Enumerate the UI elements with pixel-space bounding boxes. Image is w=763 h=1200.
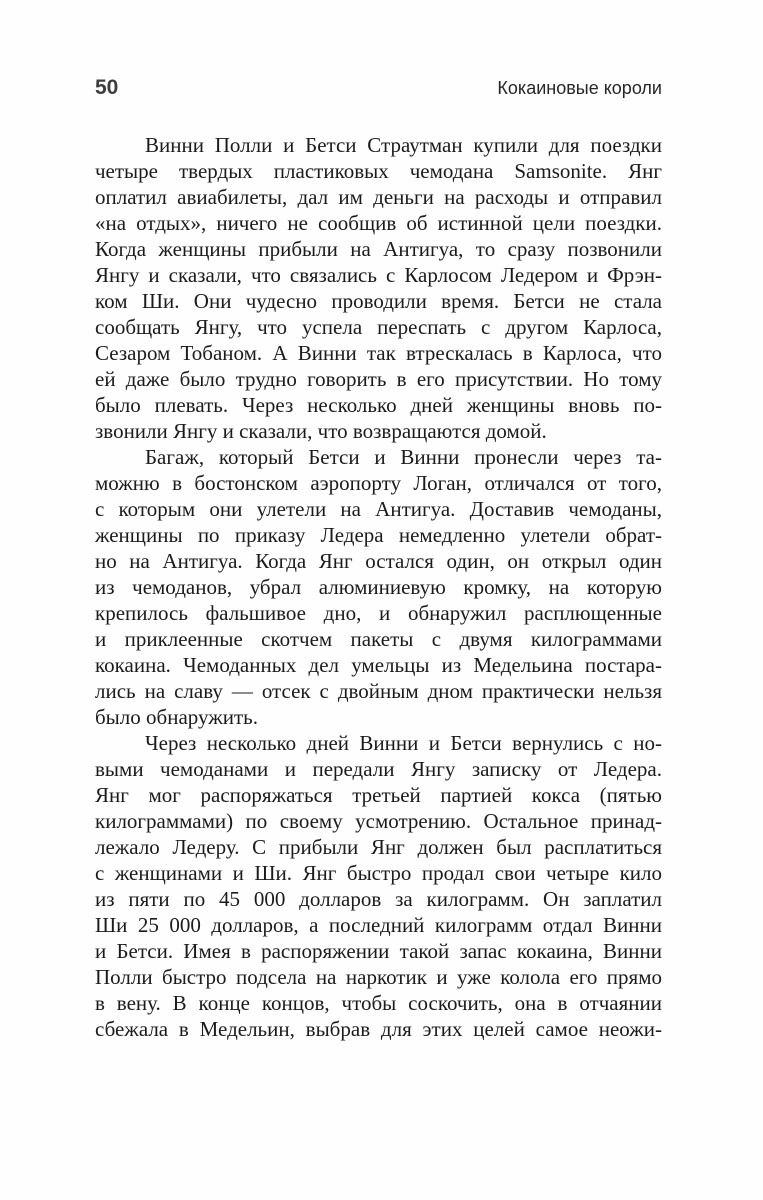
- paragraph: [95, 132, 662, 444]
- text-line: ей даже было трудно говорить в его присутствии. Но тому: [95, 367, 662, 391]
- text-line: и приклеенные скотчем пакеты с двумя килограммами: [95, 627, 662, 651]
- text-line: женщины по приказу Ледера немедленно улетели обрат-: [95, 523, 662, 547]
- text-line: лежало Ледеру. С прибыли Янг должен был расплатиться: [95, 835, 662, 859]
- page-number: 50: [95, 76, 119, 99]
- text-line: «на отдых», ничего не сообщив об истинной цели поездки.: [95, 211, 662, 235]
- text-line: четыре твердых пластиковых чемодана Samsonite. Янг: [95, 159, 662, 183]
- paragraph: [95, 444, 662, 730]
- text-line: выми чемоданами и передали Янгу записку от Ледера.: [95, 757, 662, 781]
- text-line: Ши 25 000 долларов, а последний килограмм отдал Винни: [95, 913, 662, 937]
- running-title: Кокаиновые короли: [497, 78, 662, 98]
- text-line: в вену. В конце концов, чтобы соскочить, она в отчаянии: [95, 991, 662, 1015]
- text-line: но на Антигуа. Когда Янг остался один, он открыл один: [95, 549, 662, 573]
- text-line: Янгу и сказали, что связались с Карлосом Ледером и Фрэн-: [95, 263, 662, 287]
- body-text: [95, 132, 662, 1042]
- text-line: сбежала в Медельин, выбрав для этих целей самое неожи-: [95, 1017, 662, 1041]
- text-line: кокаина. Чемоданных дел умельцы из Медельина постара-: [95, 653, 662, 677]
- paragraph: [95, 730, 662, 1042]
- text-line: Когда женщины прибыли на Антигуа, то сразу позвонили: [95, 237, 662, 261]
- text-line: лись на славу — отсек с двойным дном практически нельзя: [95, 679, 662, 703]
- text-line: крепилось фальшивое дно, и обнаружил расплющенные: [95, 601, 662, 625]
- text-line: ком Ши. Они чудесно проводили время. Бетси не стала: [95, 289, 662, 313]
- text-line: Янг мог распоряжаться третьей партией кокса (пятью: [95, 783, 662, 807]
- text-line: сообщать Янгу, что успела переспать с другом Карлоса,: [95, 315, 662, 339]
- text-line: из чемоданов, убрал алюминиевую кромку, на которую: [95, 575, 662, 599]
- text-line: килограммами) по своему усмотрению. Остальное принад-: [95, 809, 662, 833]
- page-header: [95, 73, 662, 103]
- text-line: Багаж, который Бетси и Винни пронесли через та-: [145, 445, 662, 469]
- text-line: с женщинами и Ши. Янг быстро продал свои четыре кило: [95, 861, 662, 885]
- text-line: и Бетси. Имея в распоряжении такой запас кокаина, Винни: [95, 939, 662, 963]
- text-line: было обнаружить.: [95, 705, 258, 729]
- text-line: Винни Полли и Бетси Страутман купили для поездки: [145, 133, 662, 157]
- text-line: было плевать. Через несколько дней женщины вновь по-: [95, 393, 662, 417]
- text-line: Сезаром Тобаном. А Винни так втрескалась в Карлоса, что: [95, 341, 662, 365]
- text-line: Полли быстро подсела на наркотик и уже колола его прямо: [95, 965, 662, 989]
- text-line: можню в бостонском аэропорту Логан, отличался от того,: [95, 471, 662, 495]
- text-line: оплатил авиабилеты, дал им деньги на расходы и отправил: [95, 185, 662, 209]
- text-line: с которым они улетели на Антигуа. Доставив чемоданы,: [95, 497, 662, 521]
- text-line: Через несколько дней Винни и Бетси вернулись с но-: [145, 731, 662, 755]
- text-line: из пяти по 45 000 долларов за килограмм. Он заплатил: [95, 887, 662, 911]
- text-line: звонили Янгу и сказали, что возвращаются домой.: [95, 419, 547, 443]
